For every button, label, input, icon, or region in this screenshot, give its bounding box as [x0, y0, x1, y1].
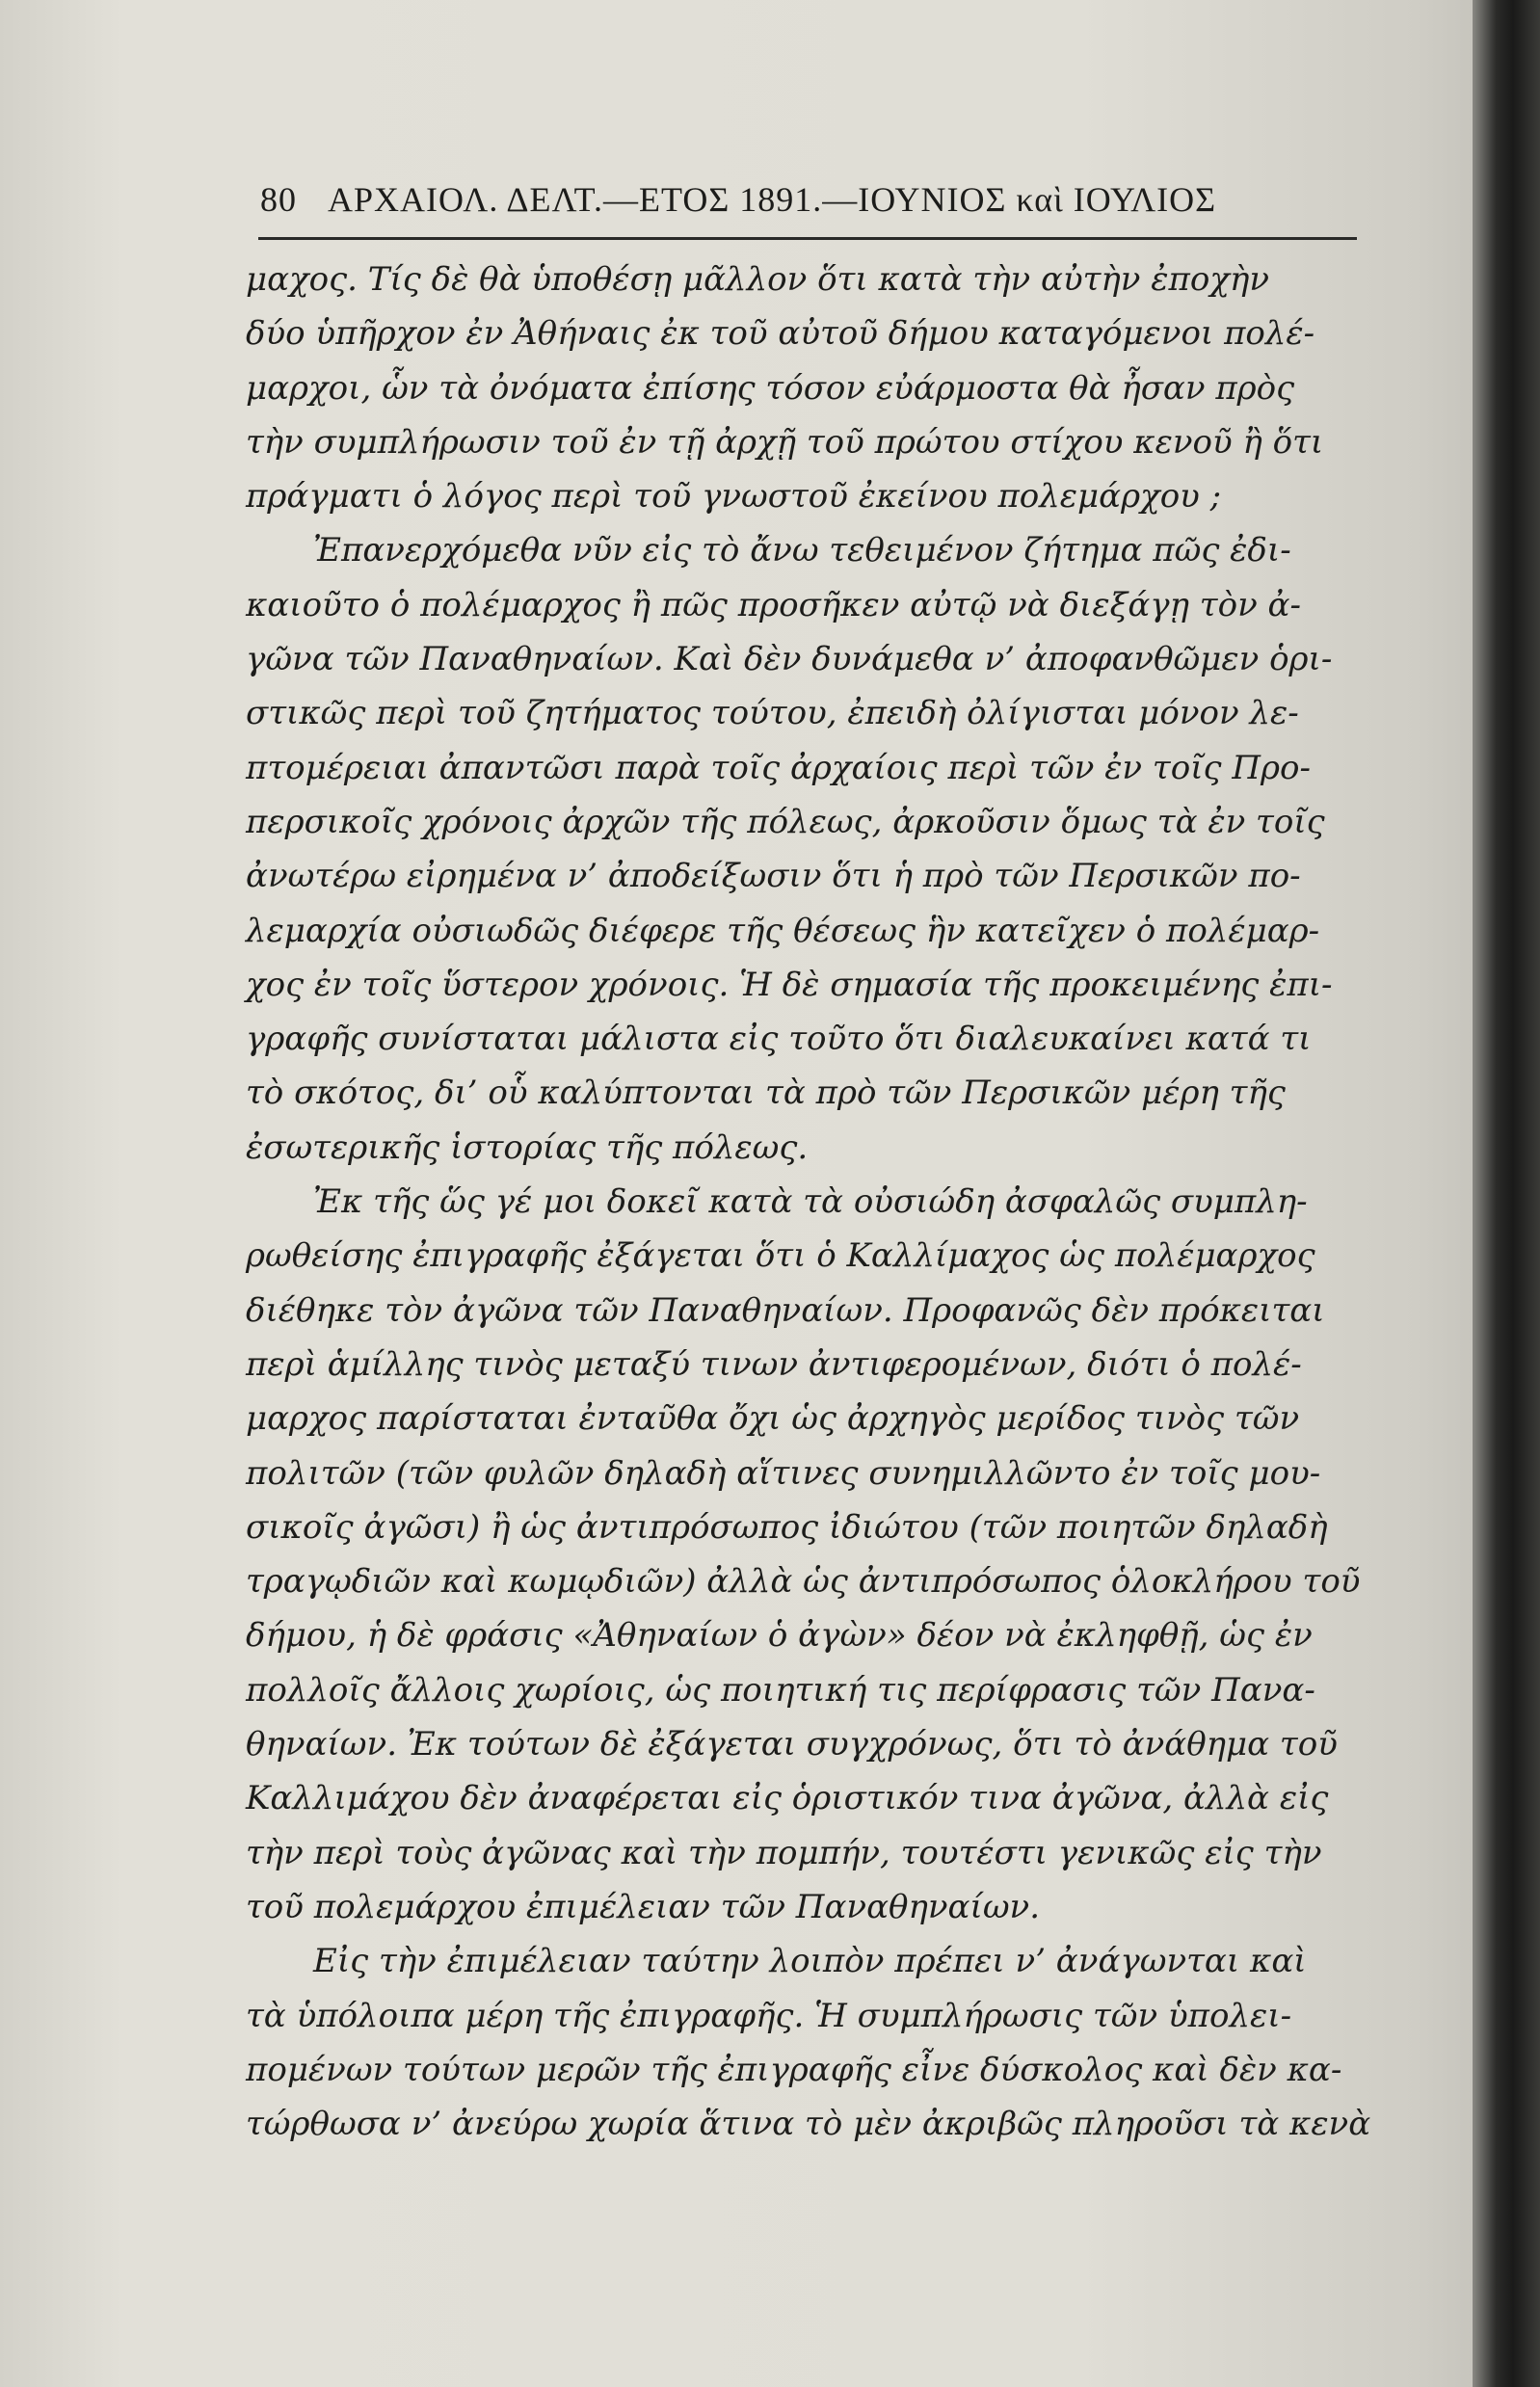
- text-line: περσικοῖς χρόνοις ἀρχῶν τῆς πόλεως, ἀρκοῦσιν ὅμως τὰ ἐν τοῖς: [246, 802, 1325, 841]
- text-line: δύο ὑπῆρχον ἐν Ἀθήναις ἐκ τοῦ αὐτοῦ δήμου καταγόμενοι πολέ-: [246, 314, 1315, 354]
- text-line: Καλλιμάχου δὲν ἀναφέρεται εἰς ὁριστικόν τινα ἀγῶνα, ἀλλὰ εἰς: [246, 1779, 1329, 1818]
- text-line: σικοῖς ἀγῶσι) ἢ ὡς ἀντιπρόσωπος ἰδιώτου (τῶν ποιητῶν δηλαδὴ: [246, 1507, 1328, 1547]
- text-line: τραγῳδιῶν καὶ κωμῳδιῶν) ἀλλὰ ὡς ἀντιπρόσωπος ὁλοκλήρου τοῦ: [246, 1562, 1361, 1602]
- text-line: πολιτῶν (τῶν φυλῶν δηλαδὴ αἵτινες συνημιλλῶντο ἐν τοῖς μου-: [246, 1453, 1321, 1493]
- header-rule: [258, 237, 1357, 240]
- paragraph-first-line: Ἐπανερχόμεθα νῦν εἰς τὸ ἄνω τεθειμένον ζήτημα πῶς ἐδι-: [313, 531, 1291, 570]
- text-line: ἀνωτέρω εἰρημένα ν’ ἀποδείξωσιν ὅτι ἡ πρὸ τῶν Περσικῶν πο-: [246, 857, 1301, 896]
- text-line: λεμαρχία οὐσιωδῶς διέφερε τῆς θέσεως ἣν κατεῖχεν ὁ πολέμαρ-: [246, 911, 1320, 950]
- running-title: ΑΡΧΑΙΟΛ. ΔΕΛΤ.—ΕΤΟΣ 1891.—ΙΟΥΝΙΟΣ καὶ ΙΟΥΛΙΟΣ: [328, 180, 1217, 219]
- text-line: γῶνα τῶν Παναθηναίων. Καὶ δὲν δυνάμεθα ν’ ἀποφανθῶμεν ὁρι-: [246, 640, 1333, 679]
- text-line: τὴν συμπλήρωσιν τοῦ ἐν τῇ ἀρχῇ τοῦ πρώτου στίχου κενοῦ ἢ ὅτι: [246, 422, 1324, 462]
- text-line: τὴν περὶ τοὺς ἀγῶνας καὶ τὴν πομπήν, τουτέστι γενικῶς εἰς τὴν: [246, 1833, 1322, 1872]
- text-line: δήμου, ἡ δὲ φράσις «Ἀθηναίων ὁ ἀγὼν» δέον νὰ ἐκληφθῇ, ὡς ἐν: [246, 1616, 1313, 1656]
- text-line: γραφῆς συνίσταται μάλιστα εἰς τοῦτο ὅτι διαλευκαίνει κατά τι: [246, 1020, 1312, 1059]
- paragraph-first-line: Ἐκ τῆς ὥς γέ μοι δοκεῖ κατὰ τὰ οὐσιώδη ἀσφαλῶς συμπλη-: [313, 1182, 1308, 1222]
- text-line: θηναίων. Ἐκ τούτων δὲ ἐξάγεται συγχρόνως, ὅτι τὸ ἀνάθημα τοῦ: [246, 1725, 1338, 1764]
- text-line: τὰ ὑπόλοιπα μέρη τῆς ἐπιγραφῆς. Ἡ συμπλήρωσις τῶν ὑπολει-: [246, 1996, 1292, 2035]
- text-line: στικῶς περὶ τοῦ ζητήματος τούτου, ἐπειδὴ ὀλίγισται μόνον λε-: [246, 694, 1299, 733]
- text-line: περὶ ἁμίλλης τινὸς μεταξύ τινων ἀντιφερομένων, διότι ὁ πολέ-: [246, 1344, 1302, 1384]
- page-number: 80: [260, 180, 297, 219]
- running-header: [260, 179, 1311, 227]
- text-line: πτομέρειαι ἀπαντῶσι παρὰ τοῖς ἀρχαίοις περὶ τῶν ἐν τοῖς Προ-: [246, 748, 1311, 787]
- paragraph-first-line: Εἰς τὴν ἐπιμέλειαν ταύτην λοιπὸν πρέπει ν’ ἀνάγωνται καὶ: [313, 1942, 1307, 1981]
- text-line: μαχος. Τίς δὲ θὰ ὑποθέσῃ μᾶλλον ὅτι κατὰ τὴν αὐτὴν ἐποχὴν: [246, 260, 1269, 299]
- text-line: διέθηκε τὸν ἀγῶνα τῶν Παναθηναίων. Προφανῶς δὲν πρόκειται: [246, 1290, 1325, 1330]
- text-line: ἐσωτερικῆς ἱστορίας τῆς πόλεως.: [246, 1127, 809, 1167]
- text-line: χος ἐν τοῖς ὕστερον χρόνοις. Ἡ δὲ σημασία τῆς προκειμένης ἐπι-: [246, 965, 1333, 1004]
- text-line: πομένων τούτων μερῶν τῆς ἐπιγραφῆς εἶνε δύσκολος καὶ δὲν κα-: [246, 2050, 1342, 2089]
- text-line: τοῦ πολεμάρχου ἐπιμέλειαν τῶν Παναθηναίων.: [246, 1887, 1041, 1926]
- book-binding-edge: [1473, 0, 1540, 2387]
- body-text: [246, 252, 1371, 2151]
- text-line: πράγματι ὁ λόγος περὶ τοῦ γνωστοῦ ἐκείνου πολεμάρχου ;: [246, 477, 1222, 517]
- text-line: τώρθωσα ν’ ἀνεύρω χωρία ἅτινα τὸ μὲν ἀκριβῶς πληροῦσι τὰ κενὰ: [246, 2105, 1371, 2144]
- text-line: καιοῦτο ὁ πολέμαρχος ἢ πῶς προσῆκεν αὐτῷ νὰ διεξάγῃ τὸν ἀ-: [246, 585, 1302, 624]
- text-line: ρωθείσης ἐπιγραφῆς ἐξάγεται ὅτι ὁ Καλλίμαχος ὡς πολέμαρχος: [246, 1236, 1315, 1276]
- text-line: τὸ σκότος, δι’ οὗ καλύπτονται τὰ πρὸ τῶν Περσικῶν μέρη τῆς: [246, 1074, 1286, 1113]
- text-line: μαρχος παρίσταται ἐνταῦθα ὄχι ὡς ἀρχηγὸς μερίδος τινὸς τῶν: [246, 1399, 1300, 1439]
- text-line: μαρχοι, ὧν τὰ ὀνόματα ἐπίσης τόσον εὐάρμοστα θὰ ἦσαν πρὸς: [246, 368, 1295, 408]
- text-line: πολλοῖς ἄλλοις χωρίοις, ὡς ποιητική τις περίφρασις τῶν Πανα-: [246, 1670, 1315, 1710]
